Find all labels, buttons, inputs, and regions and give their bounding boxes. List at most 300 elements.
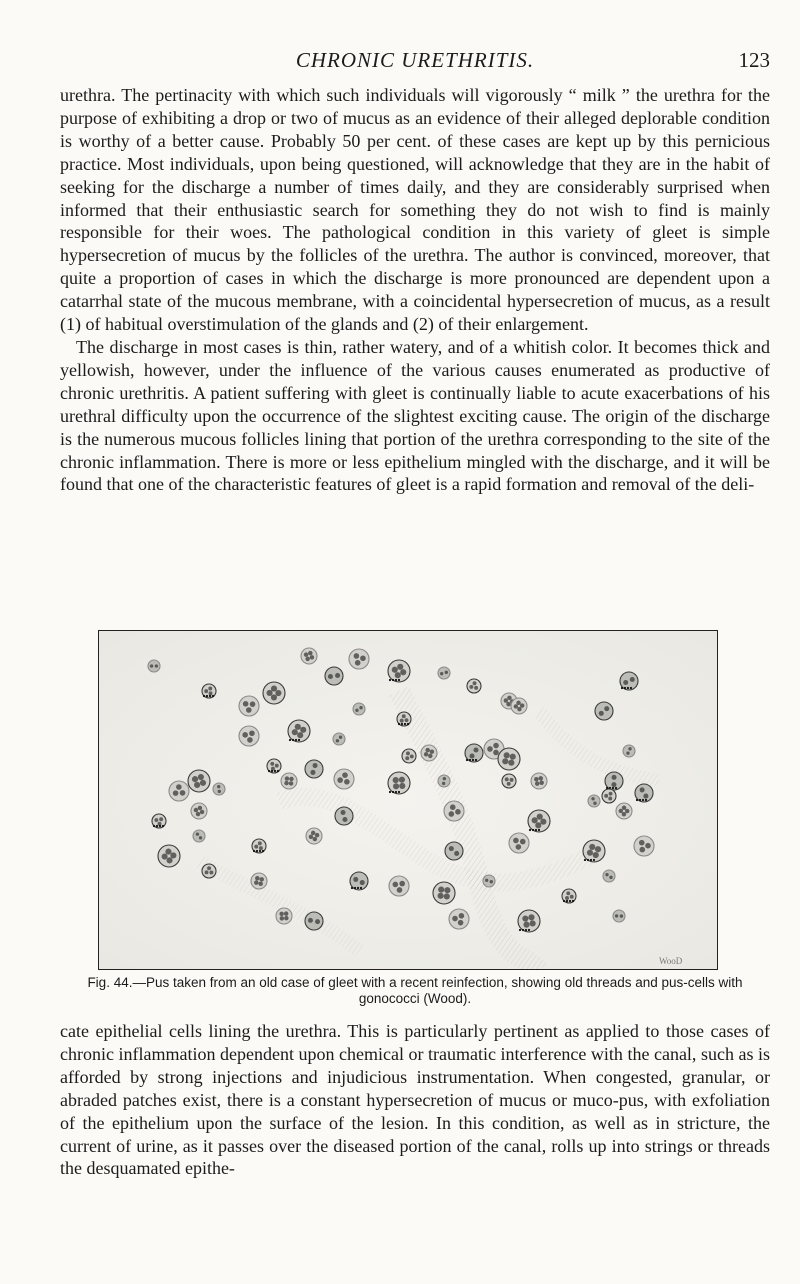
- gonococcus-dot: [627, 687, 629, 689]
- gonococcus-dot: [593, 859, 595, 861]
- pus-cell: [467, 679, 481, 693]
- cell-nucleus: [204, 689, 208, 693]
- cell-nucleus: [200, 780, 206, 786]
- cell-nucleus: [520, 703, 524, 707]
- cell-nucleus: [155, 664, 158, 667]
- gonococcus-dot: [475, 759, 477, 761]
- cell-nucleus: [335, 673, 340, 678]
- cell-nucleus: [537, 814, 543, 820]
- cell-nucleus: [405, 718, 409, 722]
- cell-nucleus: [428, 754, 432, 758]
- pus-cell: [498, 748, 520, 770]
- pus-cell: [353, 703, 365, 715]
- cell-nucleus: [587, 850, 593, 856]
- cell-nucleus: [310, 770, 315, 775]
- cell-nucleus: [399, 783, 405, 789]
- cell-nucleus: [605, 873, 608, 876]
- cell-nucleus: [485, 879, 488, 882]
- gonococcus-dot: [630, 687, 632, 689]
- pus-cell: [213, 783, 225, 795]
- cell-nucleus: [205, 870, 209, 874]
- pus-cell: [349, 649, 369, 669]
- pus-cell: [438, 775, 450, 787]
- pus-cell: [389, 876, 409, 896]
- cell-nucleus: [449, 846, 454, 851]
- pus-cell: [325, 667, 343, 685]
- pus-cell: [276, 908, 292, 924]
- cell-nucleus: [640, 787, 645, 792]
- cell-nucleus: [309, 835, 313, 839]
- cell-nucleus: [271, 767, 275, 771]
- cell-nucleus: [393, 882, 399, 888]
- cell-nucleus: [207, 866, 211, 870]
- pus-cell: [438, 667, 450, 679]
- cell-nucleus: [397, 887, 403, 893]
- cell-nucleus: [449, 811, 455, 817]
- cell-nucleus: [259, 846, 263, 850]
- body-text-bottom: [60, 1020, 770, 1180]
- pus-cell: [306, 828, 322, 844]
- cell-nucleus: [400, 669, 406, 675]
- gonococcus-dot: [563, 900, 565, 902]
- cell-nucleus: [630, 677, 635, 682]
- gonococcus-dot: [538, 829, 540, 831]
- gonococcus-dot: [636, 799, 638, 801]
- pus-cell: [603, 870, 615, 882]
- cell-nucleus: [355, 709, 358, 712]
- pus-cell: [583, 840, 605, 862]
- running-head: [60, 48, 770, 74]
- cell-nucleus: [539, 776, 543, 780]
- pus-cell: [518, 910, 540, 932]
- running-title: CHRONIC URETHRITIS.: [295, 48, 535, 72]
- cell-nucleus: [305, 657, 309, 661]
- page-number: 123: [738, 48, 770, 72]
- cell-nucleus: [615, 914, 618, 917]
- micrograph-figure: [98, 630, 718, 970]
- cell-nucleus: [315, 833, 319, 837]
- cell-nucleus: [643, 794, 648, 799]
- gonococcus-dot: [569, 900, 571, 902]
- cell-nucleus: [490, 880, 493, 883]
- pus-cell: [335, 807, 353, 825]
- cell-nucleus: [311, 831, 315, 835]
- gonococcus-dot: [392, 679, 394, 681]
- cell-nucleus: [470, 753, 475, 758]
- body-text-top: [60, 84, 770, 496]
- cell-nucleus: [289, 777, 293, 781]
- cell-nucleus: [258, 881, 262, 885]
- gonococcus-dot: [395, 791, 397, 793]
- cell-nucleus: [292, 729, 298, 735]
- cell-nucleus: [623, 680, 628, 685]
- cell-nucleus: [505, 777, 509, 781]
- cell-nucleus: [425, 748, 429, 752]
- cell-nucleus: [507, 782, 511, 786]
- pus-cell: [445, 842, 463, 860]
- cell-nucleus: [176, 784, 182, 790]
- cell-nucleus: [259, 877, 263, 881]
- cell-nucleus: [275, 690, 281, 696]
- cell-nucleus: [196, 812, 200, 816]
- cell-nucleus: [300, 727, 306, 733]
- gonococcus-dot: [292, 739, 294, 741]
- cell-nucleus: [165, 849, 171, 855]
- gonococcus-dot: [519, 929, 521, 931]
- gonococcus-dot: [262, 850, 264, 852]
- paragraph: cate epithelial cells lining the urethra. This is particularly pertinent as applied to those cases of chronic inflammation dependent upon chemical or traumatic interference with the canal, such as is afforded by strong injections and injudicious instrumentation. When congested, granular, or abraded patches exist, there is a constant hypersecretion of mucus or muco-pus, with exfoliation of the epithelium upon the surface of the lesion. In this condition, as well as in stricture, the current of urine, as it passes over the diseased portion of the canal, rolls up into strings or threads the desquamated epithe-: [60, 1021, 770, 1179]
- cell-nucleus: [444, 893, 450, 899]
- cell-nucleus: [438, 893, 444, 899]
- cell-nucleus: [639, 840, 645, 846]
- cell-nucleus: [170, 852, 176, 858]
- gonococcus-dot: [351, 887, 353, 889]
- pus-cell: [531, 773, 547, 789]
- pus-cell: [402, 749, 416, 763]
- pus-cell: [433, 882, 455, 904]
- pus-cell: [616, 803, 632, 819]
- cell-nucleus: [313, 837, 317, 841]
- cell-nucleus: [609, 876, 612, 879]
- gonococcus-dot: [407, 723, 409, 725]
- gonococcus-dot: [398, 791, 400, 793]
- cell-nucleus: [328, 674, 333, 679]
- cell-nucleus: [308, 651, 312, 655]
- cell-nucleus: [595, 846, 601, 852]
- cell-nucleus: [593, 852, 599, 858]
- cell-nucleus: [275, 764, 279, 768]
- cell-nucleus: [442, 782, 445, 785]
- gonococcus-dot: [274, 770, 276, 772]
- cell-nucleus: [520, 839, 526, 845]
- cell-nucleus: [504, 698, 508, 702]
- gonococcus-dot: [612, 787, 614, 789]
- cell-nucleus: [359, 706, 362, 709]
- cell-nucleus: [154, 818, 158, 822]
- gonococcus-dot: [156, 825, 158, 827]
- pus-cell: [421, 745, 437, 761]
- cell-nucleus: [218, 790, 221, 793]
- pus-cell: [263, 682, 285, 704]
- cell-nucleus: [593, 802, 596, 805]
- cell-nucleus: [405, 756, 409, 760]
- gonococcus-dot: [566, 900, 568, 902]
- gonococcus-dot: [253, 850, 255, 852]
- cell-nucleus: [452, 916, 458, 922]
- cell-nucleus: [270, 762, 274, 766]
- cell-nucleus: [242, 732, 248, 738]
- cell-nucleus: [455, 809, 461, 815]
- cell-nucleus: [162, 853, 168, 859]
- cell-nucleus: [540, 819, 546, 825]
- cell-nucleus: [392, 667, 398, 673]
- cell-nucleus: [459, 913, 465, 919]
- pus-cell: [502, 774, 516, 788]
- cell-nucleus: [530, 920, 536, 926]
- cell-nucleus: [173, 790, 179, 796]
- cell-nucleus: [279, 912, 283, 916]
- gonococcus-dot: [532, 829, 534, 831]
- cell-nucleus: [341, 810, 346, 815]
- gonococcus-dot: [153, 825, 155, 827]
- gonococcus-dot: [212, 695, 214, 697]
- cell-nucleus: [198, 774, 204, 780]
- cell-nucleus: [400, 719, 404, 723]
- cell-nucleus: [339, 736, 342, 739]
- gonococcus-dot: [584, 859, 586, 861]
- pus-cell: [148, 660, 160, 672]
- cell-nucleus: [360, 880, 365, 885]
- gonococcus-dot: [572, 900, 574, 902]
- gonococcus-dot: [357, 887, 359, 889]
- cell-nucleus: [267, 690, 273, 696]
- cell-nucleus: [280, 916, 284, 920]
- cell-nucleus: [622, 806, 626, 810]
- gonococcus-dot: [587, 859, 589, 861]
- cell-nucleus: [510, 778, 514, 782]
- cell-nucleus: [620, 914, 623, 917]
- pus-cell: [158, 845, 180, 867]
- cell-nucleus: [410, 754, 414, 758]
- cell-nucleus: [199, 836, 202, 839]
- cell-nucleus: [209, 691, 213, 695]
- paragraph: The discharge in most cases is thin, rather watery, and of a whitish color. It becomes thick and yellowish, however, under the influence of the various causes enumerated as productive of chronic urethritis. A patient suffering with gleet is continually liable to acute exacerbations of his urethral difficulty upon the occurrence of the slightest exciting cause. The origin of the discharge is the numerous mucous follicles lining that portion of the urethra corresponding to the site of the chronic inflammation. There is more or less epithelium mingled with the discharge, and it will be found that one of the characteristic features of gleet is a rapid formation and removal of the deli-: [60, 336, 770, 495]
- cell-nucleus: [510, 754, 516, 760]
- pus-cell: [333, 733, 345, 745]
- cell-nucleus: [284, 781, 288, 785]
- pus-cell: [634, 836, 654, 856]
- cell-nucleus: [516, 701, 520, 705]
- gonococcus-dot: [395, 679, 397, 681]
- gonococcus-dot: [389, 679, 391, 681]
- cell-nucleus: [528, 914, 534, 920]
- gonococcus-dot: [472, 759, 474, 761]
- cell-nucleus: [254, 845, 258, 849]
- cell-nucleus: [504, 752, 510, 758]
- gonococcus-dot: [268, 770, 270, 772]
- cell-nucleus: [255, 876, 259, 880]
- cell-nucleus: [192, 776, 198, 782]
- pus-cell: [388, 660, 410, 682]
- cell-nucleus: [402, 714, 406, 718]
- cell-nucleus: [589, 844, 595, 850]
- cell-nucleus: [570, 895, 574, 899]
- gonococcus-dot: [522, 929, 524, 931]
- gonococcus-dot: [528, 929, 530, 931]
- cell-nucleus: [513, 838, 519, 844]
- cell-nucleus: [247, 737, 253, 743]
- cell-nucleus: [619, 809, 623, 813]
- cell-nucleus: [506, 702, 510, 706]
- cell-nucleus: [430, 749, 434, 753]
- cell-nucleus: [397, 664, 403, 670]
- figure-caption: Fig. 44.—Pus taken from an old case of gleet with a recent reinfection, showing old threads and pus-cells with gonococci (Wood).: [87, 975, 743, 1006]
- gonococcus-dot: [529, 829, 531, 831]
- cell-nucleus: [353, 877, 358, 882]
- cell-nucleus: [249, 730, 255, 736]
- pus-cell: [449, 909, 469, 929]
- cell-nucleus: [438, 887, 444, 893]
- gonococcus-dot: [525, 929, 527, 931]
- cell-nucleus: [289, 781, 293, 785]
- pus-cell: [239, 696, 259, 716]
- pus-cell: [334, 769, 354, 789]
- gonococcus-dot: [392, 791, 394, 793]
- gonococcus-dot: [401, 723, 403, 725]
- cell-nucleus: [469, 685, 473, 689]
- cell-nucleus: [393, 783, 399, 789]
- cell-nucleus: [565, 896, 569, 900]
- cell-nucleus: [522, 915, 528, 921]
- cell-nucleus: [599, 711, 604, 716]
- cell-nucleus: [297, 732, 303, 738]
- gonococcus-dot: [404, 723, 406, 725]
- cell-nucleus: [454, 851, 459, 856]
- cell-nucleus: [473, 747, 478, 752]
- gonococcus-dot: [256, 850, 258, 852]
- pus-cell: [613, 910, 625, 922]
- cell-nucleus: [243, 701, 249, 707]
- cell-nucleus: [336, 739, 339, 742]
- paragraph: urethra. The pertinacity with which such individuals will vigorously “ milk ” the urethra for the purpose of exhibiting a drop or two of mucus as an evidence of their alleged deplorable condition is worthy of a better cause. Probably 50 per cent. of these cases are kept up by this pernicious practice. Most individuals, upon being questioned, will acknowledge that they are in the habit of seeking for the discharge a number of times daily, and they are considerably surprised when informed that their enthusiastic search for something they do not wish to find is mainly responsible for their woes. The pathological condition in this variety of gleet is simple hypersecretion of mucus by the follicles of the urethra. The author is convinced, moreover, that quite a proportion of cases in which the discharge is more pronounced are dependent upon a catarrhal state of the mucous membrane, with a coincidental hypersecretion of mucus, as a result (1) of habitual overstimulation of the glands and (2) of their enlargement.: [60, 85, 770, 335]
- cell-nucleus: [604, 706, 609, 711]
- cell-nucleus: [502, 758, 508, 764]
- cell-nucleus: [445, 671, 448, 674]
- cell-nucleus: [517, 707, 521, 711]
- cell-nucleus: [625, 809, 629, 813]
- gonococcus-dot: [295, 739, 297, 741]
- cell-nucleus: [295, 724, 301, 730]
- pus-cell: [301, 648, 317, 664]
- cell-nucleus: [342, 817, 347, 822]
- gonococcus-dot: [621, 687, 623, 689]
- pus-cell: [305, 760, 323, 778]
- cell-nucleus: [308, 918, 313, 923]
- cell-nucleus: [535, 822, 541, 828]
- cell-nucleus: [285, 776, 289, 780]
- gonococcus-dot: [389, 791, 391, 793]
- gonococcus-dot: [590, 859, 592, 861]
- pus-cell: [511, 698, 527, 714]
- pus-cell: [388, 772, 410, 794]
- gonococcus-dot: [398, 723, 400, 725]
- cell-nucleus: [360, 655, 366, 661]
- cell-nucleus: [194, 808, 198, 812]
- cell-nucleus: [493, 743, 499, 749]
- pus-cell: [169, 781, 189, 801]
- pus-cell: [251, 873, 267, 889]
- gonococcus-dot: [639, 799, 641, 801]
- gonococcus-dot: [289, 739, 291, 741]
- cell-nucleus: [209, 870, 213, 874]
- cell-nucleus: [342, 772, 348, 778]
- cell-nucleus: [166, 857, 172, 863]
- cell-nucleus: [399, 777, 405, 783]
- cell-nucleus: [458, 920, 464, 926]
- cell-nucleus: [399, 881, 405, 887]
- cell-nucleus: [474, 686, 478, 690]
- cell-nucleus: [250, 701, 256, 707]
- gonococcus-dot: [642, 799, 644, 801]
- gonococcus-dot: [466, 759, 468, 761]
- cell-nucleus: [315, 919, 320, 924]
- gonococcus-dot: [645, 799, 647, 801]
- cell-nucleus: [424, 752, 428, 756]
- cell-nucleus: [304, 652, 308, 656]
- pus-cell: [191, 803, 207, 819]
- gonococcus-dot: [615, 787, 617, 789]
- cell-nucleus: [628, 747, 631, 750]
- cell-nucleus: [254, 880, 258, 884]
- cell-nucleus: [271, 686, 277, 692]
- cell-nucleus: [159, 817, 163, 821]
- pus-cell: [595, 702, 613, 720]
- pus-cell: [588, 795, 600, 807]
- gonococcus-dot: [206, 695, 208, 697]
- cell-nucleus: [622, 812, 626, 816]
- cell-nucleus: [444, 887, 450, 893]
- cell-nucleus: [487, 746, 493, 752]
- cell-nucleus: [194, 782, 200, 788]
- pus-cell: [602, 789, 616, 803]
- cell-nucleus: [196, 832, 199, 835]
- micrograph-illustration: [99, 631, 718, 970]
- gonococcus-dot: [354, 887, 356, 889]
- gonococcus-dot: [159, 825, 161, 827]
- cell-nucleus: [200, 810, 204, 814]
- cell-nucleus: [395, 672, 401, 678]
- cell-nucleus: [626, 751, 629, 754]
- cell-nucleus: [355, 660, 361, 666]
- cell-nucleus: [639, 847, 645, 853]
- pus-cell: [288, 720, 310, 742]
- pus-cell: [444, 801, 464, 821]
- gonococcus-dot: [259, 850, 261, 852]
- cell-nucleus: [514, 704, 518, 708]
- cell-nucleus: [535, 781, 539, 785]
- pus-cell: [188, 770, 210, 792]
- pus-cell: [305, 912, 323, 930]
- cell-nucleus: [516, 844, 522, 850]
- pus-cell: [623, 745, 635, 757]
- cell-nucleus: [198, 806, 202, 810]
- cell-nucleus: [523, 922, 529, 928]
- cell-nucleus: [566, 891, 570, 895]
- cell-nucleus: [539, 781, 543, 785]
- cell-nucleus: [450, 804, 456, 810]
- cell-nucleus: [493, 750, 499, 756]
- cell-nucleus: [284, 916, 288, 920]
- pus-cell: [239, 726, 259, 746]
- cell-nucleus: [604, 794, 608, 798]
- cell-nucleus: [217, 785, 220, 788]
- cell-nucleus: [406, 751, 410, 755]
- gonococcus-dot: [469, 759, 471, 761]
- cell-nucleus: [337, 777, 343, 783]
- gonococcus-dot: [203, 695, 205, 697]
- gonococcus-dot: [277, 770, 279, 772]
- cell-nucleus: [609, 792, 613, 796]
- gonococcus-dot: [360, 887, 362, 889]
- cell-nucleus: [507, 696, 511, 700]
- gonococcus-dot: [298, 739, 300, 741]
- cell-nucleus: [440, 672, 443, 675]
- artist-signature: WooD: [659, 956, 683, 966]
- cell-nucleus: [150, 664, 153, 667]
- cell-nucleus: [284, 911, 288, 915]
- gonococcus-dot: [162, 825, 164, 827]
- cell-nucleus: [354, 653, 360, 659]
